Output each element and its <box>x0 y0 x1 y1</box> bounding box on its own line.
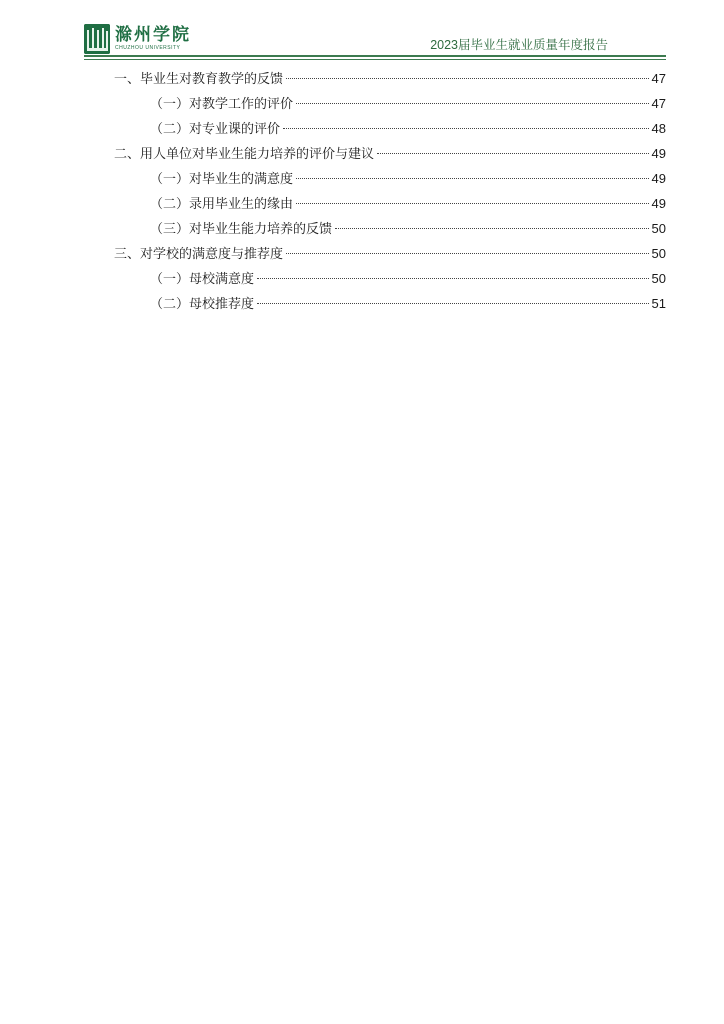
toc-entry-title: （二）录用毕业生的缘由 <box>150 197 294 212</box>
toc-entry-title: （一）对教学工作的评价 <box>150 97 294 112</box>
toc-entry-title: 一、毕业生对教育教学的反馈 <box>114 72 284 87</box>
toc-leader-dots <box>377 153 649 154</box>
toc-entry[interactable] <box>114 191 666 216</box>
university-emblem-icon <box>84 24 110 54</box>
toc-entry[interactable] <box>114 66 666 91</box>
header-rule-thick <box>84 55 666 57</box>
toc-entry-page: 48 <box>651 121 666 136</box>
toc-entry-page: 51 <box>651 296 666 311</box>
toc-entry-title: （二）对专业课的评价 <box>150 122 281 137</box>
toc-leader-dots <box>257 303 649 304</box>
logo-name-en: CHUZHOU UNIVERSITY <box>115 45 181 51</box>
toc-entry-page: 50 <box>651 271 666 286</box>
toc-entry[interactable] <box>114 291 666 316</box>
toc-entry-title: 三、对学校的满意度与推荐度 <box>114 247 284 262</box>
toc-entry-page: 50 <box>651 221 666 236</box>
toc-leader-dots <box>296 178 649 179</box>
toc-leader-dots <box>296 103 649 104</box>
toc-entry-page: 49 <box>651 171 666 186</box>
toc-entry-title: （一）母校满意度 <box>150 272 255 287</box>
toc-leader-dots <box>283 128 649 129</box>
toc-leader-dots <box>296 203 649 204</box>
toc-entry-title: （二）母校推荐度 <box>150 297 255 312</box>
toc-entry-page: 50 <box>651 246 666 261</box>
table-of-contents <box>114 66 666 316</box>
report-title: 2023届毕业生就业质量年度报告 <box>430 38 608 52</box>
toc-entry[interactable] <box>114 266 666 291</box>
toc-entry[interactable] <box>114 141 666 166</box>
page-header <box>84 20 666 60</box>
toc-entry-page: 49 <box>651 146 666 161</box>
toc-entry-page: 49 <box>651 196 666 211</box>
toc-leader-dots <box>335 228 649 229</box>
university-logo <box>84 22 191 56</box>
logo-text <box>115 26 191 52</box>
toc-entry[interactable] <box>114 166 666 191</box>
toc-entry-title: （三）对毕业生能力培养的反馈 <box>150 222 333 237</box>
toc-leader-dots <box>286 78 649 79</box>
toc-entry-title: （一）对毕业生的满意度 <box>150 172 294 187</box>
toc-entry[interactable] <box>114 216 666 241</box>
toc-leader-dots <box>257 278 649 279</box>
toc-entry[interactable] <box>114 241 666 266</box>
toc-entry[interactable] <box>114 116 666 141</box>
toc-entry[interactable] <box>114 91 666 116</box>
toc-entry-title: 二、用人单位对毕业生能力培养的评价与建议 <box>114 147 375 162</box>
logo-name-cn: 滁州学院 <box>115 25 191 45</box>
toc-leader-dots <box>286 253 649 254</box>
toc-entry-page: 47 <box>651 71 666 86</box>
header-rule-thin <box>84 59 666 60</box>
toc-entry-page: 47 <box>651 96 666 111</box>
